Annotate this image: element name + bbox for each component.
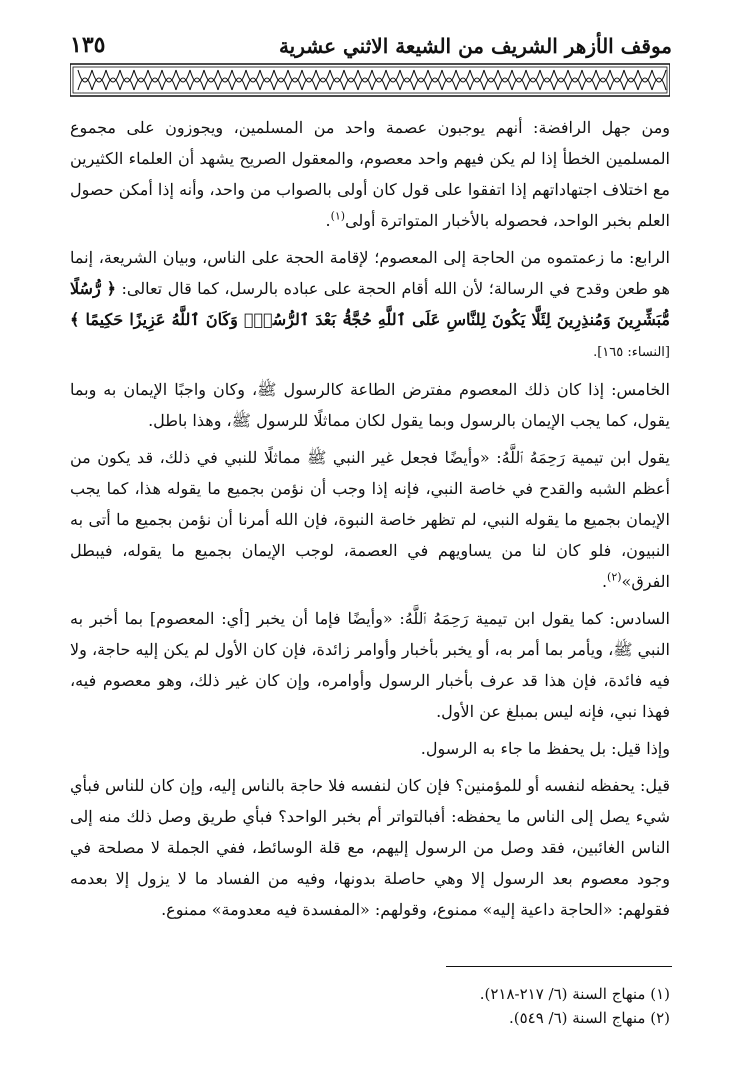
paragraph-5-text: السادس: كما يقول ابن تيمية رَحِمَهُ ٱللَّهُ: «وأيضًا فإما أن يخبر [أي: المعصوم] بما أخبر به النبي ﷺ، ويأمر بما أمر به، أو يخبر بأخبار وأوامر زائدة، فإن كان الأول لم يكن إليه حاجة، ولا فيه فائدة، فإن هذا قد عرف بأخبار الرسول وأوامره، وإن كان غير ذلك، وهو معصوم فيه، فهذا نبي، فإنه ليس بمبلغ عن الأول. <box>70 609 670 721</box>
footnotes <box>70 982 670 1030</box>
paragraph-2-text: الرابع: ما زعمتموه من الحاجة إلى المعصوم؛ لإقامة الحجة على الناس، وبيان الشريعة، إنما هو طعن وقدح في الرسالة؛ لأن الله أقام الحجة على عباده بالرسل، كما قال تعالى: <box>70 248 670 298</box>
verse-citation: [النساء: ١٦٥]. <box>593 345 670 360</box>
footnote-divider <box>446 966 672 967</box>
page-header <box>70 30 672 64</box>
header-ornament-border <box>70 62 670 98</box>
running-title: موقف الأزهر الشريف من الشيعة الاثني عشرية <box>278 34 672 58</box>
footnote-2: (٢) منهاج السنة (٦/ ٥٤٩). <box>508 1009 670 1027</box>
paragraph-1: ومن جهل الرافضة: أنهم يوجبون عصمة واحد من المسلمين، ويجوزون على مجموع المسلمين الخطأ إذا لم يكن فيهم واحد معصوم، والمعقول الصريح يشهد أن العلماء الكثيرين مع اختلاف اجتهاداتهم إذا اتفقوا على قول كان أولى بالصواب من واحد، وأنه إذا أمكن حصول العلم بخبر الواحد، فحصوله بالأخبار المتواترة أولى$^{(١)}$. <box>70 118 671 230</box>
page-number: ١٣٥ <box>70 32 106 58</box>
main-text <box>70 112 670 931</box>
paragraph-6 <box>70 733 670 764</box>
paragraph-6-text: وإذا قيل: بل يحفظ ما جاء به الرسول. <box>420 739 670 758</box>
paragraph-7-text: قيل: يحفظه لنفسه أو للمؤمنين؟ فإن كان لنفسه فلا حاجة بالناس إليه، وإن كان للناس فبأي شيء يصل إلى الناس ما يحفظه: أفبالتواتر أم بخبر الواحد؟ فبأي طريق وصل ذلك منه إلى الناس الغائبين، فقد وصل من الرسول إليهم، مع قلة الوسائط، ففي الجملة لا مصلحة في وجود معصوم بعد الرسول إلا وهي حاصلة بدونها، وفيه من الفساد ما لا يزول إلا بعدمه فقولهم: «الحاجة داعية إليه» ممنوع، وقولهم: «المفسدة فيه معدومة» ممنوع. <box>70 776 671 919</box>
paragraph-4-text: يقول ابن تيمية رَحِمَهُ ٱللَّهُ: «وأيضًا فجعل غير النبي ﷺ مماثلًا للنبي في ذلك، قد يكون من أعظم الشبه والقدح في خاصة النبي، فإنه إذا وجب أن نؤمن بجميع ما يقوله هذا، كما يجب الإيمان بجميع ما يقوله النبي، لم تظهر خاصة النبوة، فإن الله أمرنا أن نؤمن بجميع ما أتى به النبيون، فلو كان لنا من يساويهم في العصمة، لوجب الإيمان بجميع ما يقوله، فيبطل الفرق» <box>70 448 671 591</box>
paragraph-3 <box>70 374 670 436</box>
paragraph-5 <box>70 603 670 727</box>
paragraph-7 <box>70 770 670 925</box>
footnote-ref-1: (١) <box>330 209 346 223</box>
quran-verse: ﴿ رُّسُلًا مُّبَشِّرِينَ وَمُنذِرِينَ لِئَلَّا يَكُونَ لِلنَّاسِ عَلَى ٱللَّهِ حُجَّةُۢ بَعْدَ ٱلرُّسُلِۚ وَكَانَ ٱللَّهُ عَزِيزًا حَكِيمًا ﴾ <box>70 279 671 329</box>
paragraph-4: يقول ابن تيمية رَحِمَهُ ٱللَّهُ: «وأيضًا فجعل غير النبي ﷺ مماثلًا للنبي في ذلك، قد يكون من أعظم الشبه والقدح في خاصة النبي، فإنه إذا وجب أن نؤمن بجميع ما يقوله هذا، كما يجب الإيمان بجميع ما يقوله النبي، لم تظهر خاصة النبوة، فإن الله أمرنا أن نؤمن بجميع ما أتى به النبيون، فلو كان لنا من يساويهم في العصمة، لوجب الإيمان بجميع ما يقوله، فيبطل الفرق»$^{(٢)}$. <box>70 448 671 591</box>
footnote-ref-2: (٢) <box>607 570 622 584</box>
paragraph-3-text: الخامس: إذا كان ذلك المعصوم مفترض الطاعة كالرسول ﷺ، وكان واجبًا الإيمان به وبما يقول، كما يجب الإيمان بالرسول وبما يقول لكان مماثلًا للرسول ﷺ، وهذا باطل. <box>70 380 670 430</box>
paragraph-1-text: ومن جهل الرافضة: أنهم يوجبون عصمة واحد من المسلمين، ويجوزون على مجموع المسلمين الخطأ إذا لم يكن فيهم واحد معصوم، والمعقول الصريح يشهد أن العلماء الكثيرين مع اختلاف اجتهاداتهم إذا اتفقوا على قول كان أولى بالصواب من واحد، وأنه إذا أمكن حصول العلم بخبر الواحد، فحصوله بالأخبار المتواترة أولى <box>70 118 671 230</box>
footnote-1: (١) منهاج السنة (٦/ ٢١٧-٢١٨). <box>479 985 670 1003</box>
paragraph-2 <box>70 242 670 368</box>
